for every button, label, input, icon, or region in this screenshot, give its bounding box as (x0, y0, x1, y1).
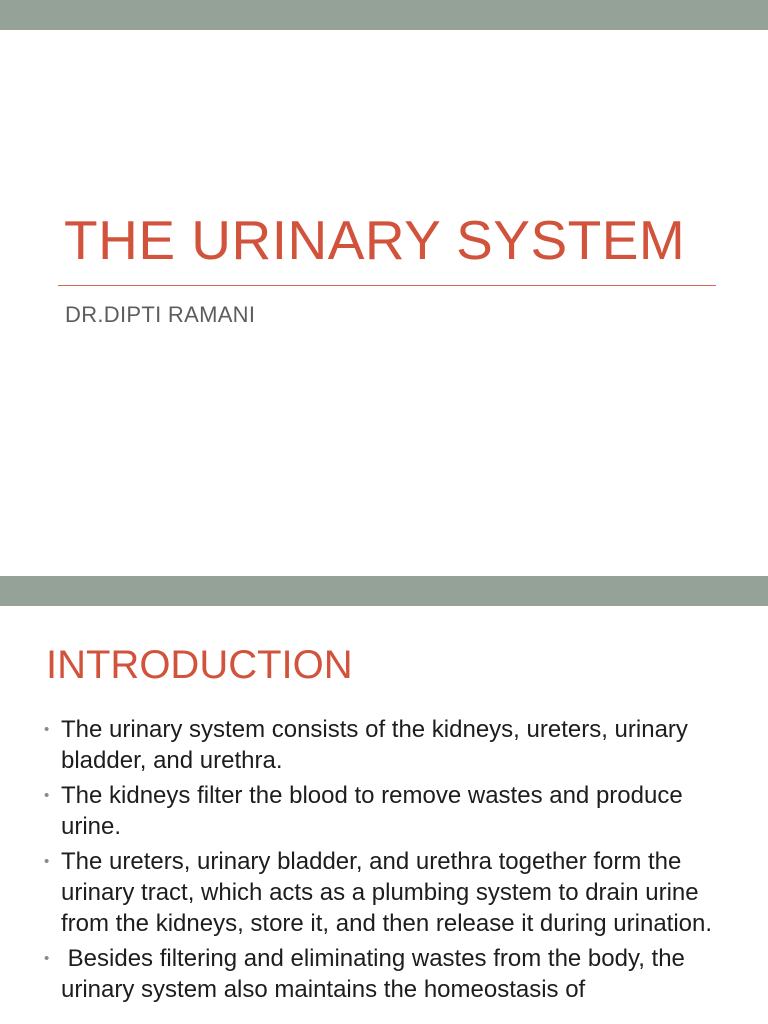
slide-heading: INTRODUCTION (46, 643, 353, 687)
bullet-text: Besides filtering and eliminating wastes from the body, the urinary system also maintains the homeostasis of (61, 945, 692, 1003)
bullet-text: The urinary system consists of the kidneys, ureters, urinary bladder, and urethra. (61, 716, 688, 774)
slide-subtitle: DR.DIPTI RAMANI (65, 302, 256, 327)
bullet-text: The kidneys filter the blood to remove wastes and produce urine. (61, 782, 683, 840)
title-slide (0, 30, 768, 576)
bullet-item (44, 943, 734, 1005)
bullet-item (44, 714, 734, 776)
bullet-item (44, 780, 734, 842)
bullet-dot-icon: • (44, 950, 50, 967)
title-divider (58, 285, 716, 286)
bullet-text: The ureters, urinary bladder, and urethra together form the urinary tract, which acts as a plumbing system to drain urine from the kidneys, store it, and then release it during urination. (61, 848, 713, 937)
bullet-dot-icon: • (44, 721, 50, 738)
slide-separator-band (0, 576, 768, 606)
bullet-list (44, 714, 734, 1009)
introduction-slide (0, 606, 768, 1024)
slide-top-band (0, 0, 768, 30)
bullet-dot-icon: • (44, 787, 50, 804)
slide-title: THE URINARY SYSTEM (64, 209, 686, 271)
bullet-item (44, 846, 734, 939)
bullet-dot-icon: • (44, 853, 50, 870)
